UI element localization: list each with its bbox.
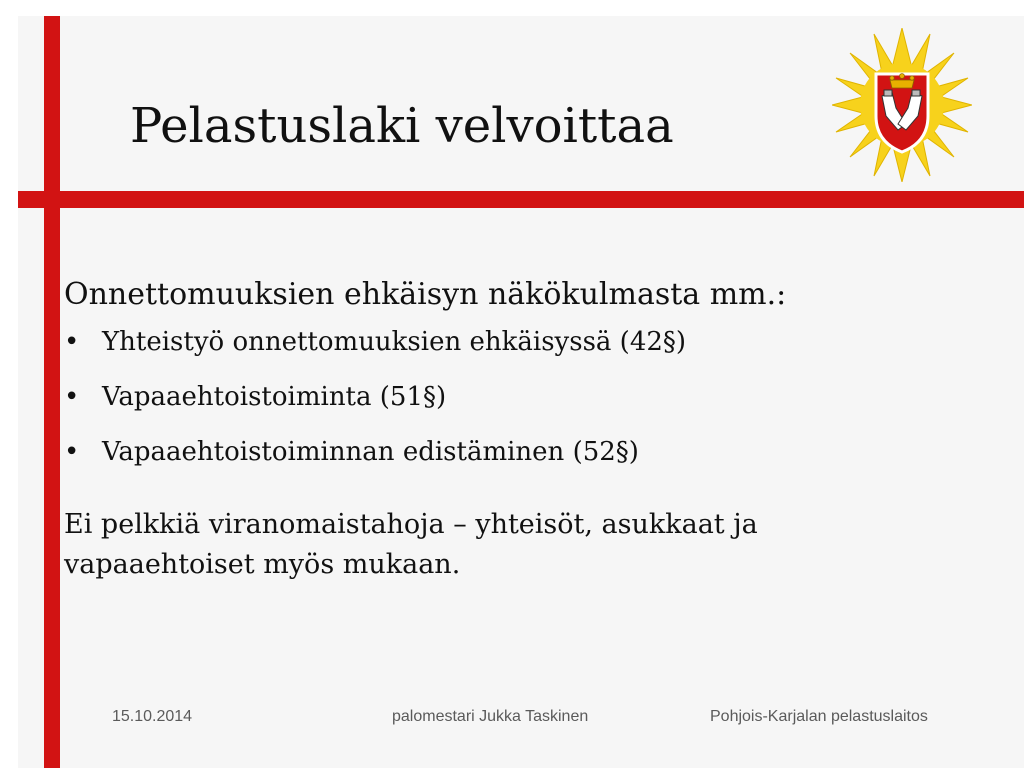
closing-line-2: vapaaehtoiset myös mukaan.	[64, 549, 461, 581]
closing-line-1: Ei pelkkiä viranomaistahoja – yhteisöt, asukkaat ja	[64, 508, 758, 540]
closing-text	[64, 505, 964, 586]
bullet-text: Vapaaehtoistoiminta (51§)	[102, 382, 447, 413]
bullet-list	[64, 327, 964, 469]
footer-date: 15.10.2014	[112, 708, 193, 725]
bullet-marker: •	[64, 327, 80, 357]
bullet-text: Vapaaehtoistoiminnan edistäminen (52§)	[102, 437, 639, 468]
slide-title: Pelastuslaki velvoittaa	[130, 98, 674, 154]
bullet-text: Yhteistyö onnettomuuksien ehkäisyssä (42§)	[102, 327, 687, 357]
vertical-red-bar	[44, 16, 60, 768]
bullet-marker: •	[64, 382, 80, 413]
footer-organization: Pohjois-Karjalan pelastuslaitos	[710, 708, 928, 725]
rescue-service-coat-of-arms-icon	[832, 28, 972, 182]
slide-body	[64, 277, 964, 586]
bullet-marker: •	[64, 437, 80, 468]
footer-author: palomestari Jukka Taskinen	[392, 708, 589, 725]
lead-text: Onnettomuuksien ehkäisyn näkökulmasta mm.:	[64, 277, 787, 312]
horizontal-red-bar	[18, 191, 1024, 208]
list-item	[64, 437, 964, 468]
list-item	[64, 327, 964, 358]
list-item	[64, 382, 964, 413]
